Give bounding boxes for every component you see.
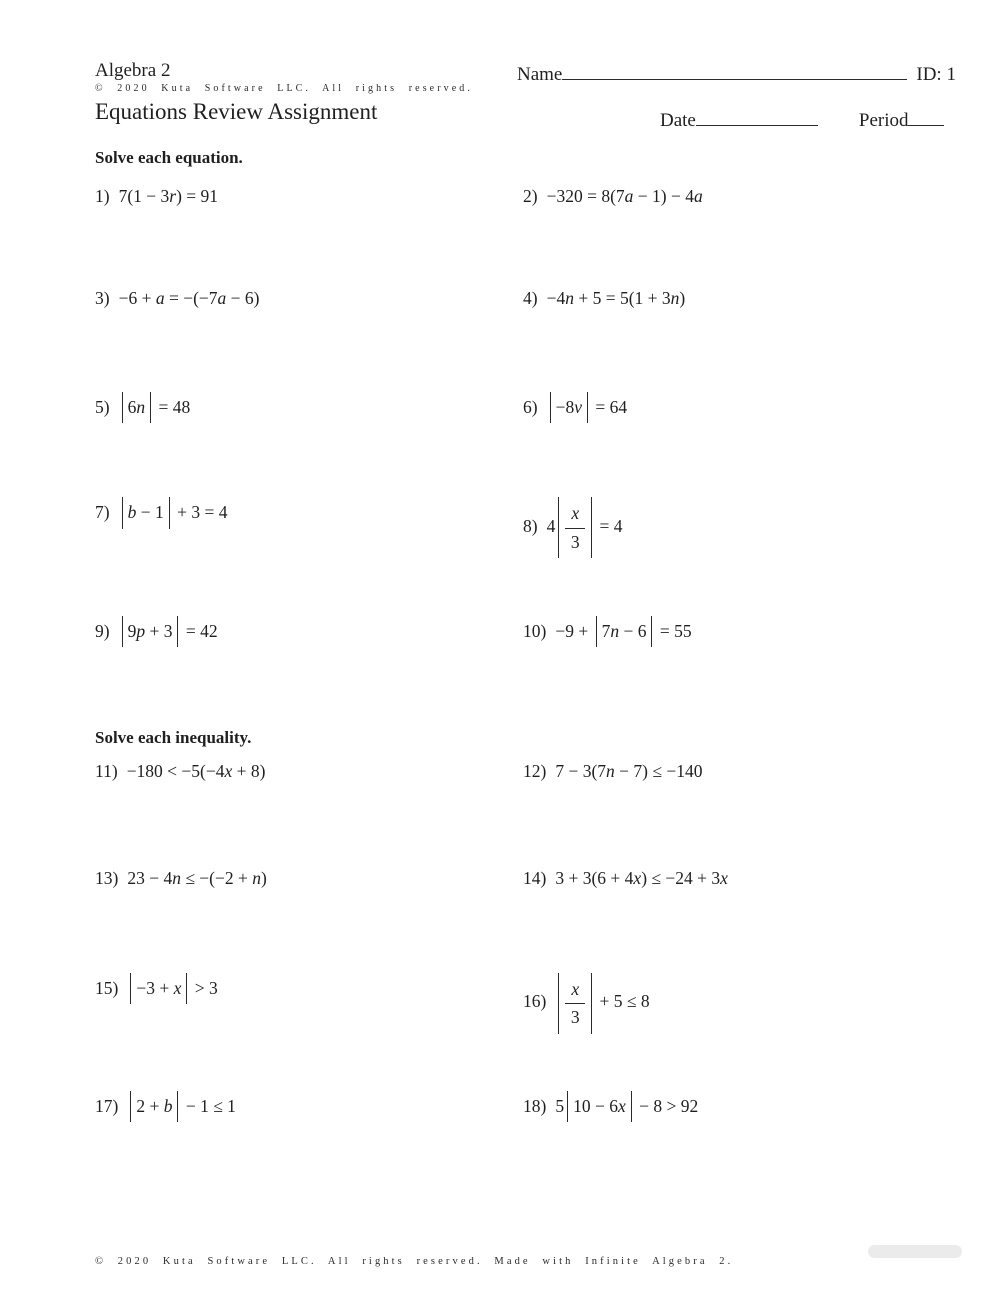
math-text: = 55 — [655, 620, 692, 641]
problem-14 — [523, 868, 1000, 889]
absolute-value-group — [122, 616, 179, 647]
page-title: Equations Review Assignment — [95, 99, 378, 124]
course-name: Algebra 2 — [95, 60, 171, 81]
problem-3 — [95, 288, 523, 309]
problems-area — [0, 148, 1000, 1122]
math-variable: n — [670, 288, 680, 308]
absolute-value-group — [122, 392, 152, 423]
worksheet-header — [0, 0, 1000, 148]
math-variable: b — [127, 502, 137, 523]
math-variable: n — [252, 868, 261, 888]
math-text: 3 — [570, 531, 580, 552]
problem-expression — [547, 186, 703, 206]
math-text: 7 — [601, 620, 611, 641]
problem-5 — [95, 392, 523, 423]
math-text: − 8 > 92 — [634, 1095, 699, 1116]
math-text: −6 + — [118, 288, 156, 308]
math-variable: v — [574, 397, 582, 417]
section-heading: Solve each equation. — [95, 148, 243, 167]
problem-number: 4) — [523, 288, 538, 308]
problem-8 — [523, 497, 1000, 558]
absolute-value-group — [130, 973, 187, 1004]
math-text: −320 = 8(7 — [546, 186, 625, 206]
math-variable: x — [633, 868, 642, 888]
period-blank-field — [908, 107, 944, 126]
problem-number: 7) — [95, 502, 110, 523]
math-text: ) — [679, 288, 686, 308]
problem-expression — [555, 868, 728, 888]
problem-expression — [555, 1096, 698, 1116]
math-variable: n — [136, 397, 146, 417]
fraction-numerator — [565, 503, 585, 528]
math-variable: n — [610, 620, 620, 641]
problem-4 — [523, 288, 1000, 309]
math-variable: a — [693, 186, 703, 206]
date-period-row — [660, 107, 944, 132]
math-variable: a — [217, 288, 227, 308]
problem-10 — [523, 616, 1000, 647]
math-text: 9 — [127, 620, 137, 641]
math-text: −4 — [546, 288, 566, 308]
fraction-denominator — [565, 1004, 585, 1027]
problem-row — [0, 1091, 1000, 1122]
problem-18 — [523, 1091, 1000, 1122]
math-variable: x — [224, 761, 233, 781]
problem-number: 8) — [523, 515, 538, 536]
math-text: + 5 = 5(1 + 3 — [573, 288, 671, 308]
absolute-value-group — [596, 616, 653, 647]
math-text: − 7) ≤ −140 — [614, 761, 703, 781]
problem-expression — [555, 979, 650, 1028]
math-text: 23 − 4 — [127, 868, 173, 888]
problem-number: 18) — [523, 1095, 547, 1116]
problem-9 — [95, 616, 523, 647]
problem-number: 12) — [523, 761, 547, 781]
math-text: + 8) — [232, 761, 266, 781]
math-text: − 1 ≤ 1 — [181, 1095, 236, 1116]
problem-number: 10) — [523, 620, 547, 641]
math-variable: r — [169, 186, 177, 206]
problem-13 — [95, 868, 523, 889]
math-variable: a — [624, 186, 634, 206]
math-text: 2 + — [136, 1095, 164, 1116]
problem-expression — [119, 502, 228, 522]
scan-smudge-artifact — [868, 1245, 962, 1258]
math-text: − 6 — [619, 620, 647, 641]
math-variable: x — [571, 979, 580, 999]
problem-expression — [119, 186, 218, 206]
absolute-value-group — [558, 973, 592, 1034]
problem-12 — [523, 761, 1000, 782]
math-text: 10 − 6 — [573, 1095, 618, 1116]
math-text: = −(−7 — [164, 288, 218, 308]
problem-expression — [119, 397, 191, 417]
math-text: − 1) − 4 — [633, 186, 694, 206]
math-text: 6 — [127, 397, 137, 417]
math-text: 7(1 − 3 — [118, 186, 170, 206]
math-variable: p — [136, 620, 146, 641]
math-text: 3 — [570, 1007, 580, 1028]
problem-row — [0, 973, 1000, 1034]
problem-number: 14) — [523, 868, 547, 888]
math-text: −180 < −5(−4 — [126, 761, 225, 781]
math-text: − 6) — [226, 288, 260, 308]
name-label: Name — [517, 64, 563, 86]
fraction-denominator — [565, 529, 585, 552]
problem-1 — [95, 186, 523, 207]
problem-17 — [95, 1091, 523, 1122]
math-text: + 5 ≤ 8 — [595, 991, 650, 1012]
problem-number: 13) — [95, 868, 119, 888]
problem-number: 17) — [95, 1095, 119, 1116]
name-row — [517, 61, 956, 86]
fraction-numerator — [565, 979, 585, 1004]
math-text: = 42 — [181, 620, 218, 641]
absolute-value-group — [558, 497, 592, 558]
math-text: 5 — [555, 1095, 565, 1116]
absolute-value-group — [130, 1091, 178, 1122]
problem-7 — [95, 497, 523, 528]
date-blank-field — [696, 107, 818, 126]
math-text: −9 + — [555, 620, 593, 641]
math-text: 3 + 3(6 + 4 — [555, 868, 634, 888]
problem-expression — [127, 761, 266, 781]
problem-row — [0, 497, 1000, 558]
math-text: ) — [261, 868, 267, 888]
math-variable: n — [565, 288, 574, 308]
problem-15 — [95, 973, 523, 1004]
math-variable: x — [617, 1095, 626, 1116]
absolute-value-group — [567, 1091, 632, 1122]
problem-expression — [547, 288, 686, 308]
problem-number: 5) — [95, 397, 110, 417]
problem-number: 11) — [95, 761, 118, 781]
problem-2 — [523, 186, 1000, 207]
footer-copyright: © 2020 Kuta Software LLC. All rights reserved. Made with Infinite Algebra 2. — [95, 1256, 734, 1267]
math-text: ) ≤ −24 + 3 — [641, 868, 721, 888]
math-text: > 3 — [190, 978, 218, 998]
math-text: 4 — [546, 515, 556, 536]
problem-number: 16) — [523, 991, 547, 1012]
section-heading: Solve each inequality. — [95, 728, 252, 747]
problem-expression — [546, 503, 623, 552]
problem-number: 15) — [95, 978, 119, 998]
problem-expression — [119, 288, 260, 308]
math-text: −3 + — [136, 978, 174, 998]
math-text: − 1 — [136, 502, 164, 523]
problem-row — [0, 761, 1000, 782]
problem-expression — [555, 761, 702, 781]
problem-row — [0, 616, 1000, 647]
problem-expression — [547, 397, 628, 417]
problem-row — [0, 288, 1000, 309]
problem-expression — [555, 621, 691, 641]
math-variable: a — [155, 288, 165, 308]
name-blank-field — [562, 61, 907, 80]
absolute-value-group — [550, 392, 588, 423]
problem-number: 9) — [95, 620, 110, 641]
math-text: + 3 — [145, 620, 173, 641]
math-variable: n — [606, 761, 615, 781]
problem-expression — [127, 978, 217, 998]
math-text: = 4 — [595, 515, 623, 536]
problem-16 — [523, 973, 1000, 1034]
math-variable: n — [172, 868, 181, 888]
math-text: −8 — [555, 397, 575, 417]
id-label: ID: 1 — [916, 64, 956, 86]
math-text: = 64 — [590, 397, 628, 417]
math-text: ) = 91 — [176, 186, 219, 206]
problem-row — [0, 392, 1000, 423]
math-variable: x — [173, 978, 182, 998]
absolute-value-group — [122, 497, 170, 528]
math-variable: x — [720, 868, 728, 888]
problem-6 — [523, 392, 1000, 423]
problem-number: 3) — [95, 288, 110, 308]
math-variable: b — [163, 1095, 173, 1116]
problem-number: 6) — [523, 397, 538, 417]
problem-number: 1) — [95, 186, 110, 206]
problem-expression — [119, 621, 218, 641]
fraction — [564, 503, 586, 552]
math-text: = 48 — [154, 397, 191, 417]
date-label: Date — [660, 110, 696, 132]
problem-expression — [127, 1096, 236, 1116]
period-label: Period — [858, 110, 909, 132]
problem-row — [0, 186, 1000, 207]
problem-row — [0, 868, 1000, 889]
math-text: ≤ −(−2 + — [180, 868, 253, 888]
math-variable: x — [571, 503, 580, 524]
math-text: 7 − 3(7 — [555, 761, 607, 781]
problem-expression — [127, 868, 267, 888]
math-text: + 3 = 4 — [172, 502, 228, 523]
copyright-line: © 2020 Kuta Software LLC. All rights reserved. — [95, 83, 473, 94]
problem-number: 2) — [523, 186, 538, 206]
fraction — [564, 979, 586, 1028]
problem-11 — [95, 761, 523, 782]
